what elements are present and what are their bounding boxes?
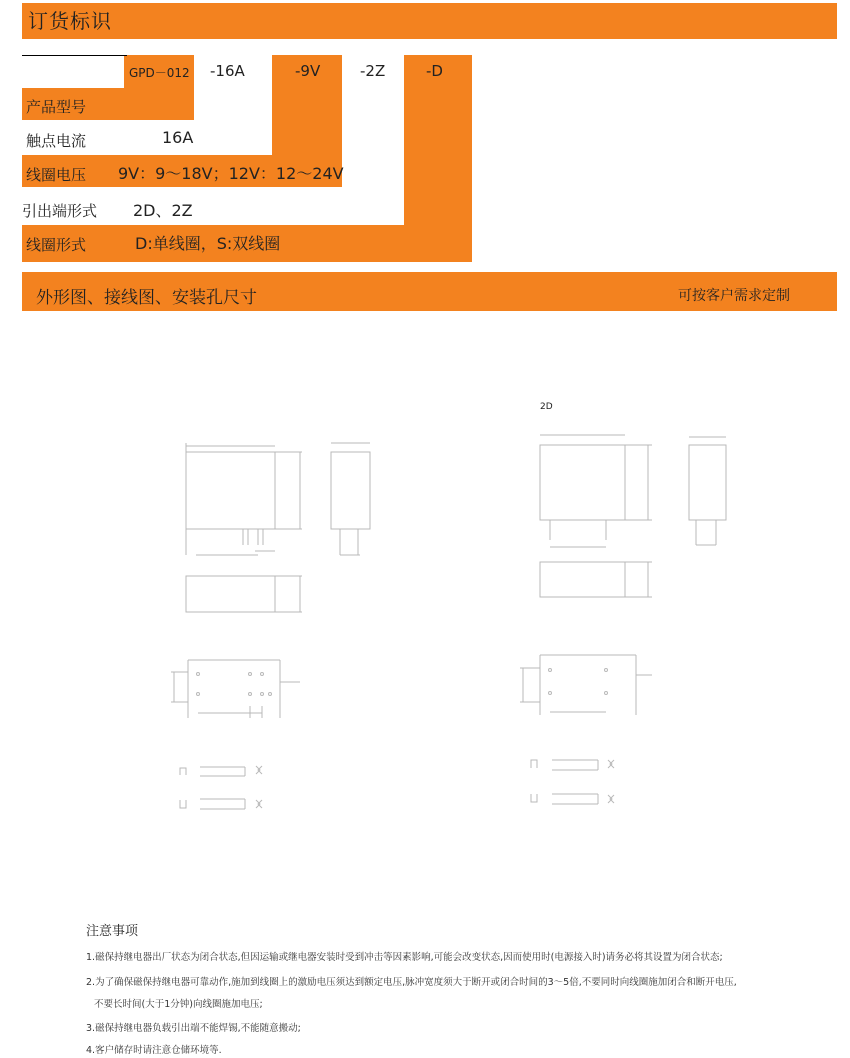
custom-note: 可按客户需求定制 (678, 288, 790, 304)
header-bar (22, 3, 837, 39)
row-label-coil: 线圈形式 (26, 236, 87, 254)
right-side-view (689, 437, 726, 545)
left-front-view (186, 443, 302, 555)
note-item: 不要长时间(大于1分钟)向线圈施加电压; (94, 999, 263, 1010)
technical-drawings (0, 320, 850, 840)
order-top-line (22, 55, 127, 56)
left-pcb-layout (171, 660, 300, 718)
row-label-voltage: 线圈电压 (26, 166, 87, 184)
row-label-current: 触点电流 (26, 132, 87, 150)
right-pcb-layout (520, 655, 652, 715)
right-front-view (540, 435, 652, 547)
left-top-view (186, 576, 302, 612)
note-item: 1.磁保持继电器出厂状态为闭合状态,但因运输或继电器安装时受到冲击等因素影响,可能会改变状态,因而使用时(电源接入时)请务必将其设置为闭合状态; (86, 952, 723, 963)
order-col-coil (404, 55, 472, 262)
left-side-view (331, 443, 370, 555)
note-item: 2.为了确保磁保持继电器可靠动作,施加到线圈上的激励电压须达到额定电压,脉冲宽度须大于断开或闭合时间的3～5倍,不要同时向线圈施加闭合和断开电压, (86, 977, 737, 988)
code-coil: -D (426, 62, 443, 80)
right-wiring-symbols (531, 760, 614, 804)
left-wiring-symbols (180, 766, 262, 809)
code-current: -16A (210, 62, 245, 80)
row-value-coil: D:单线圈，S:双线圈 (135, 234, 281, 253)
note-item: 3.磁保持继电器负载引出端不能焊锡,不能随意搬动; (86, 1023, 301, 1034)
row-label-terminal: 引出端形式 (22, 202, 98, 220)
code-model: GPD－012 (129, 66, 190, 80)
row-value-current: 16A (162, 128, 194, 147)
row-value-voltage: 9V：9～18V；12V：12～24V (118, 164, 344, 183)
code-voltage: -9V (295, 62, 321, 80)
right-top-view (540, 562, 652, 597)
drawing-label-2d: 2D (540, 402, 553, 412)
row-label-model: 产品型号 (26, 98, 87, 116)
notes-title: 注意事项 (86, 924, 139, 939)
page-title: 订货标识 (28, 9, 112, 33)
code-terminal: -2Z (360, 62, 386, 80)
section-title: 外形图、接线图、安装孔尺寸 (36, 288, 257, 308)
row-value-terminal: 2D、2Z (133, 201, 193, 220)
note-item: 4.客户储存时请注意仓储环境等. (86, 1045, 222, 1056)
